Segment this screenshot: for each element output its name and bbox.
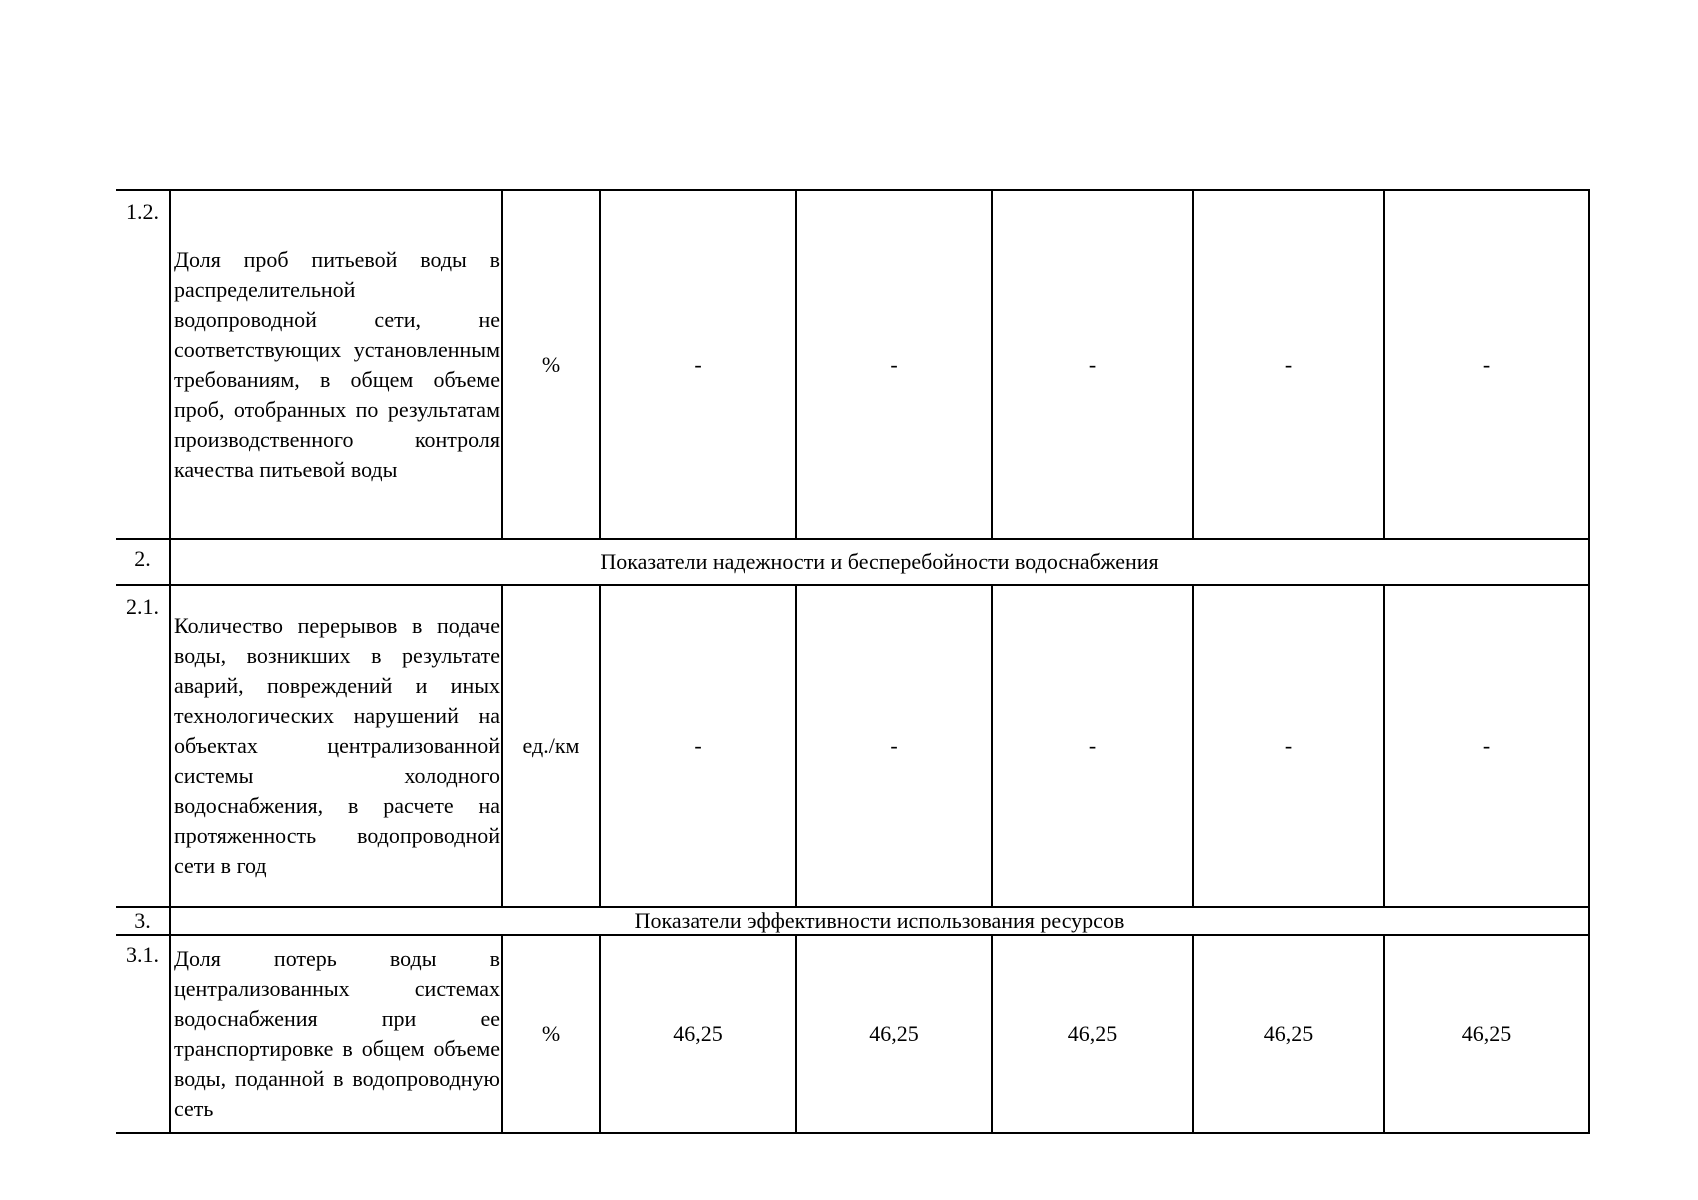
value-cell: -: [1384, 190, 1589, 539]
value-cell: -: [992, 190, 1193, 539]
value-cell: 46,25: [1193, 935, 1384, 1133]
unit-cell: %: [502, 935, 600, 1133]
section-number: 2.: [116, 539, 170, 585]
unit-cell: ед./км: [502, 585, 600, 907]
section-row: [116, 907, 1589, 935]
value-cell: -: [600, 190, 796, 539]
indicator-description: Доля потерь воды в централизованных системах водоснабжения при ее транспортировке в общем объеме воды, поданной в водопроводную сеть: [170, 935, 502, 1133]
value-cell: 46,25: [992, 935, 1193, 1133]
indicators-table: [116, 189, 1590, 1134]
section-row: [116, 539, 1589, 585]
indicator-description: Количество перерывов в подаче воды, возникших в результате аварий, повреждений и иных технологических нарушений на объектах централизованной системы холодного водоснабжения, в расчете на протяженность водопроводной сети в год: [170, 585, 502, 907]
value-cell: 46,25: [1384, 935, 1589, 1133]
row-number: 2.1.: [116, 585, 170, 907]
value-cell: -: [796, 190, 992, 539]
section-title: Показатели надежности и бесперебойности водоснабжения: [170, 539, 1589, 585]
table-row: [116, 190, 1589, 539]
section-title: Показатели эффективности использования ресурсов: [170, 907, 1589, 935]
table-row: [116, 935, 1589, 1133]
row-number: 3.1.: [116, 935, 170, 1133]
value-cell: -: [992, 585, 1193, 907]
value-cell: -: [796, 585, 992, 907]
value-cell: 46,25: [796, 935, 992, 1133]
value-cell: -: [1193, 585, 1384, 907]
table-row: [116, 585, 1589, 907]
section-number: 3.: [116, 907, 170, 935]
indicator-description: Доля проб питьевой воды в распределительной водопроводной сети, не соответствующих установленным требованиям, в общем объеме проб, отобранных по результатам производственного контроля качества питьевой воды: [170, 190, 502, 539]
unit-cell: %: [502, 190, 600, 539]
value-cell: -: [1193, 190, 1384, 539]
value-cell: -: [600, 585, 796, 907]
value-cell: 46,25: [600, 935, 796, 1133]
row-number: 1.2.: [116, 190, 170, 539]
value-cell: -: [1384, 585, 1589, 907]
